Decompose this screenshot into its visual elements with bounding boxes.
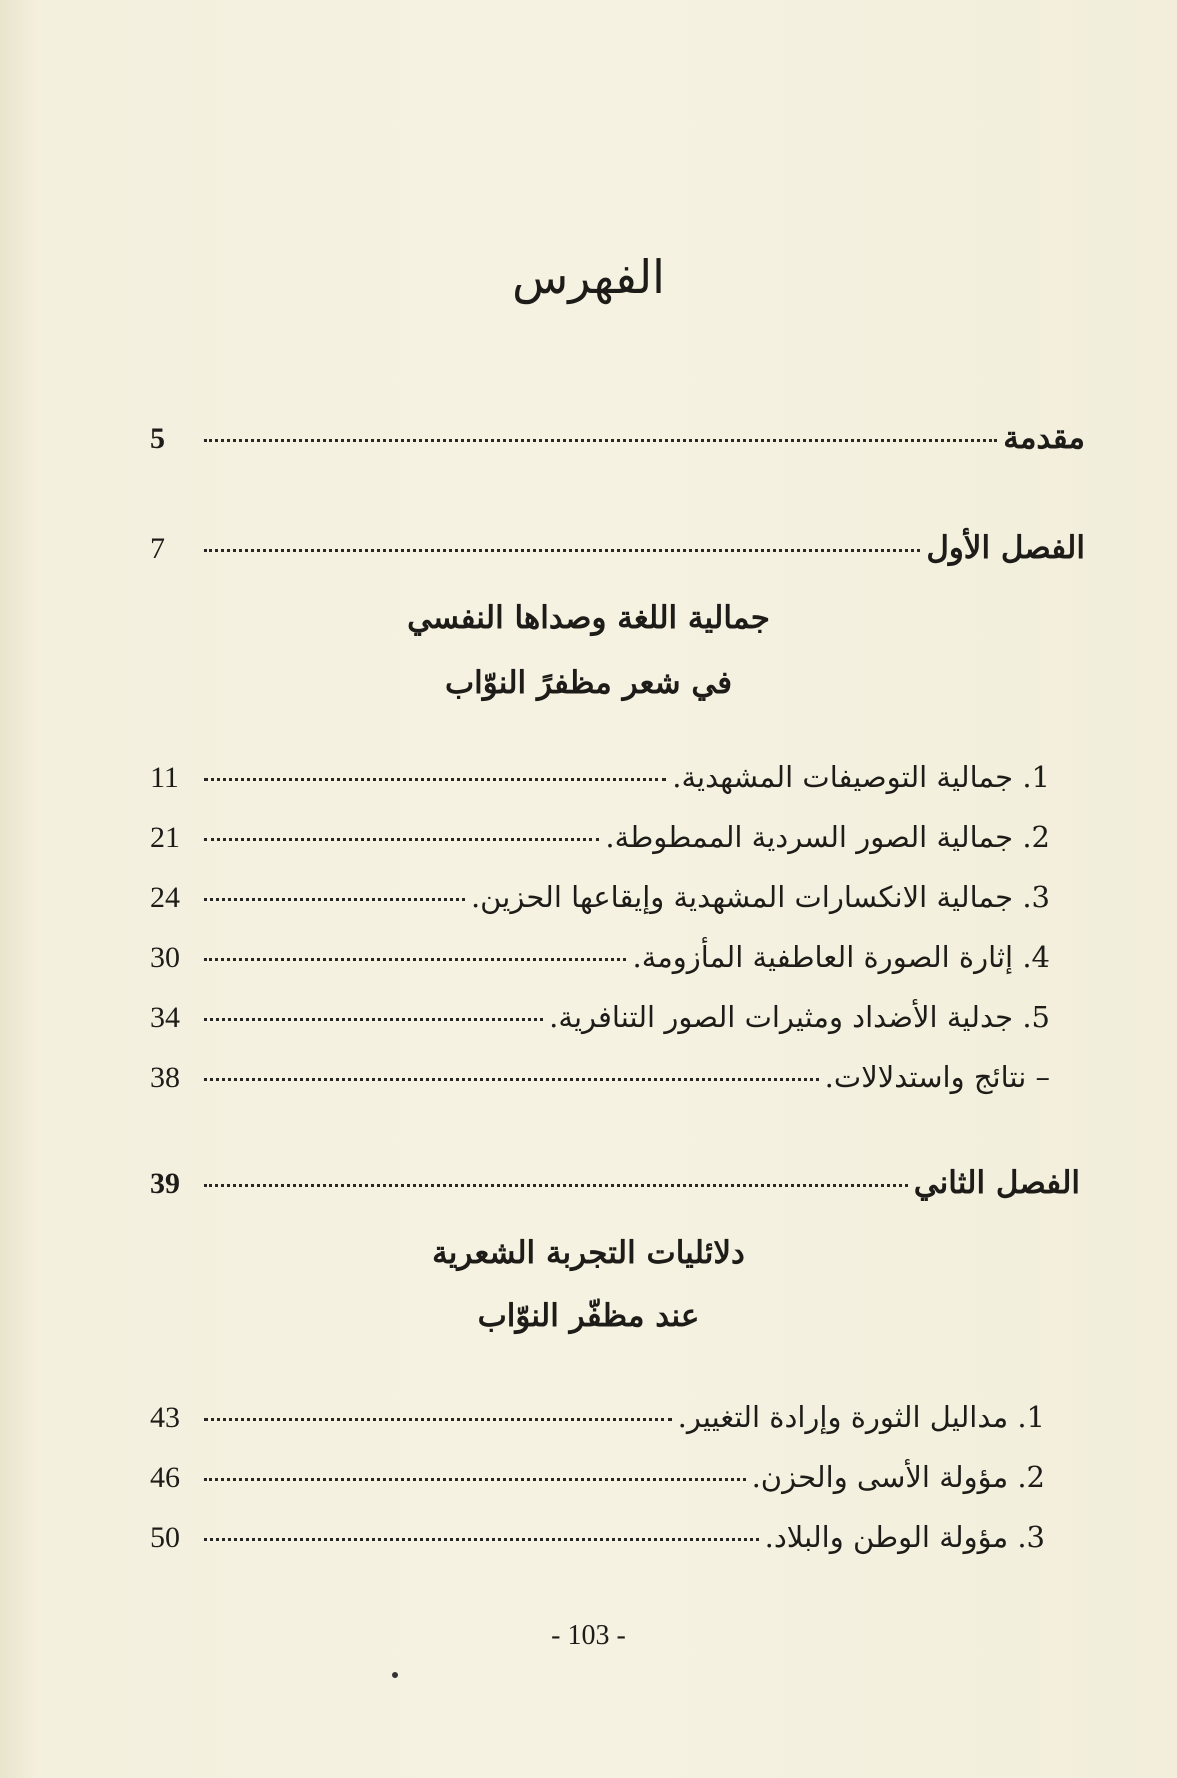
chapter-page: 7 [150, 532, 165, 565]
toc-item-label: 1. جمالية التوصيفات المشهدية. [672, 760, 1050, 794]
toc-item-label: 4. إثارة الصورة العاطفية المأزومة. [632, 940, 1050, 974]
toc-item-label: 5. جدلية الأضداد ومثيرات الصور التنافرية. [549, 1000, 1050, 1034]
chapter-1-subtitle-line-2: في شعر مظفرً النوّاب [444, 665, 733, 701]
toc-item [150, 1060, 1050, 1095]
chapter-1-subtitle-line-1: جمالية اللغة وصداها النفسي [407, 600, 770, 636]
toc-entry-page: 5 [150, 422, 165, 455]
leader-dots [204, 1418, 672, 1421]
chapter-label: الفصل الأول [926, 530, 1085, 566]
leader-dots [204, 1184, 908, 1187]
toc-item [150, 1460, 1045, 1495]
leader-dots [204, 1538, 759, 1541]
toc-chapter-2 [150, 1165, 1080, 1201]
leader-dots [204, 549, 920, 552]
page-number: - 103 - [551, 1620, 626, 1651]
chapter-2-subtitle-line-1: دلائليات التجربة الشعرية [432, 1235, 745, 1271]
toc-item-label: 2. جمالية الصور السردية الممطوطة. [605, 820, 1050, 854]
toc-item-page: 24 [150, 881, 180, 914]
toc-item [150, 1520, 1045, 1555]
leader-dots [204, 1018, 543, 1021]
toc-item [150, 880, 1050, 915]
chapter-2-subtitle-line-2: عند مظفّر النوّاب [477, 1298, 700, 1334]
toc-item-page: 46 [150, 1461, 180, 1494]
toc-item-label: 2. مؤولة الأسى والحزن. [751, 1460, 1045, 1494]
toc-entry-label: مقدمة [1003, 420, 1085, 456]
leader-dots [204, 838, 599, 841]
toc-item-label: 3. جمالية الانكسارات المشهدية وإيقاعها الحزين. [470, 880, 1050, 914]
page-title: الفهرس [512, 250, 665, 304]
toc-item-label: – نتائج واستدلالات. [824, 1060, 1050, 1094]
leader-dots [204, 439, 997, 442]
toc-chapter-1 [150, 530, 1085, 566]
leader-dots [204, 1078, 819, 1081]
toc-item [150, 1400, 1045, 1435]
toc-item [150, 760, 1050, 795]
toc-item-page: 50 [150, 1521, 180, 1554]
toc-entry-intro [150, 420, 1085, 456]
toc-item-page: 38 [150, 1061, 180, 1094]
toc-item-page: 34 [150, 1001, 180, 1034]
toc-item-label: 3. مؤولة الوطن والبلاد. [764, 1520, 1045, 1554]
toc-item-page: 21 [150, 821, 180, 854]
chapter-page: 39 [150, 1167, 180, 1200]
ink-speck [392, 1672, 398, 1678]
toc-item [150, 1000, 1050, 1035]
toc-item-label: 1. مداليل الثورة وإرادة التغيير. [677, 1400, 1045, 1434]
leader-dots [204, 1478, 746, 1481]
chapter-label: الفصل الثاني [913, 1165, 1080, 1201]
toc-item-page: 11 [150, 761, 179, 794]
leader-dots [204, 778, 666, 781]
toc-item-page: 30 [150, 941, 180, 974]
toc-item [150, 940, 1050, 975]
toc-item [150, 820, 1050, 855]
leader-dots [204, 958, 626, 961]
toc-item-page: 43 [150, 1401, 180, 1434]
leader-dots [204, 898, 465, 901]
